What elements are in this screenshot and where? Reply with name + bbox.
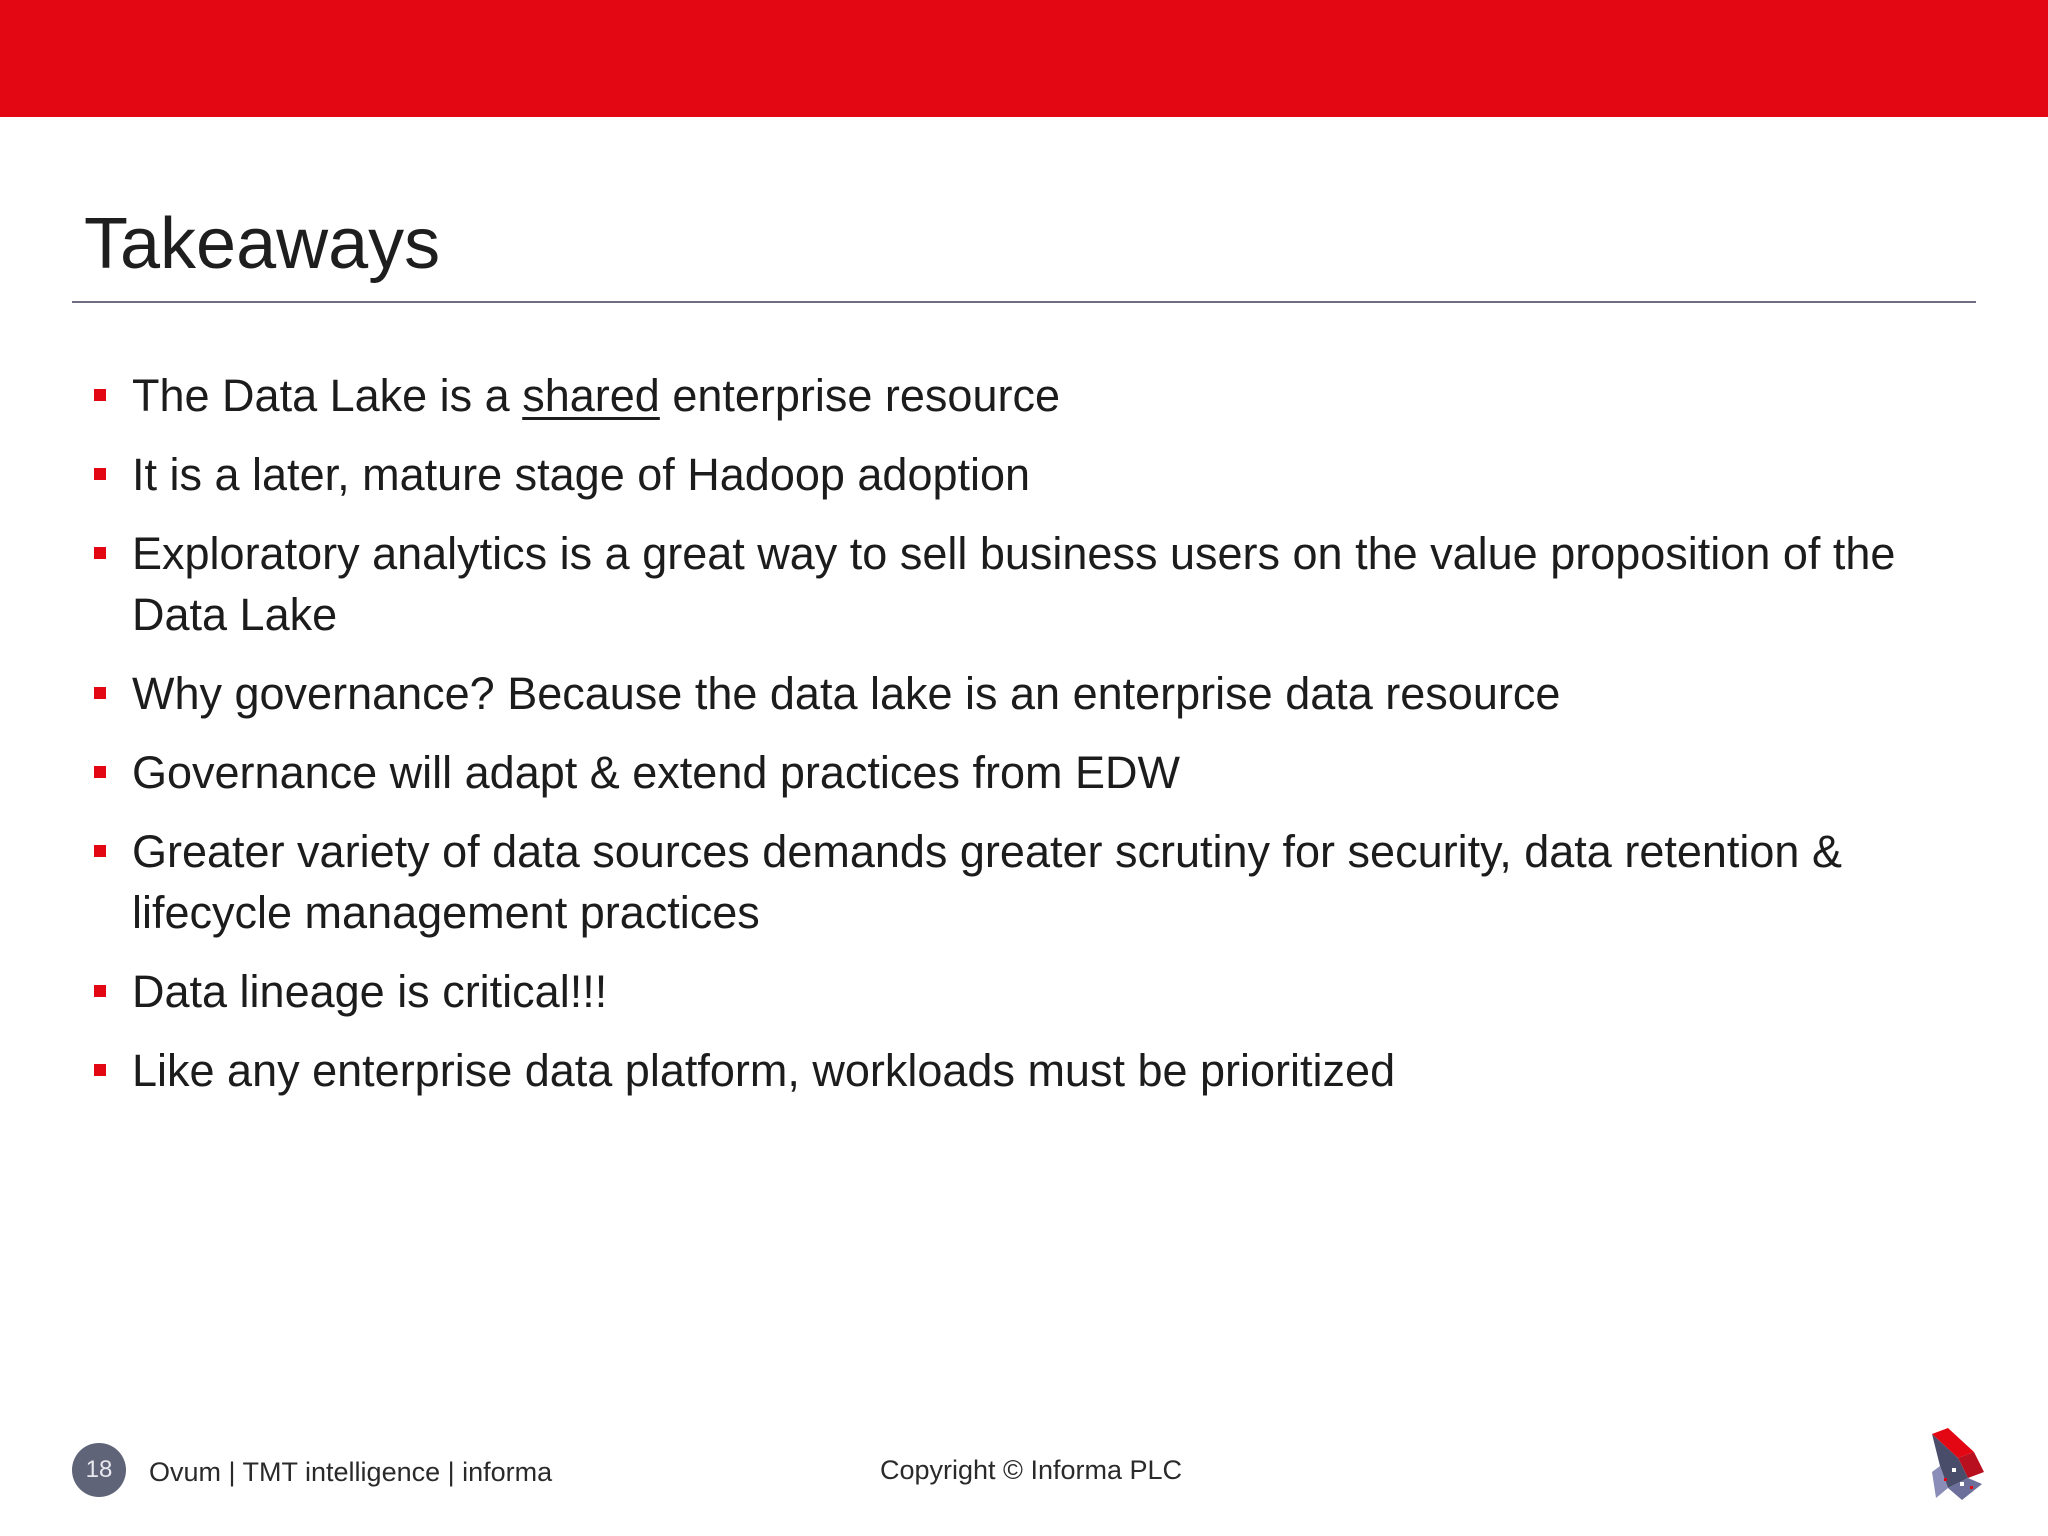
footer-copyright: Copyright © Informa PLC — [880, 1455, 1183, 1485]
bullet-item — [92, 1040, 1972, 1101]
square-bullet-icon — [94, 1064, 106, 1076]
bullet-text: Why governance? Because the data lake is an enterprise data resource — [132, 668, 1561, 719]
bullet-text-end: enterprise resource — [659, 370, 1061, 421]
bullet-item — [92, 961, 1972, 1022]
title-divider — [72, 301, 1976, 303]
bullet-text: Governance will adapt & extend practices from EDW — [132, 747, 1180, 798]
square-bullet-icon — [94, 547, 106, 559]
header-red-bar — [0, 0, 2048, 117]
bullet-text: Like any enterprise data platform, workloads must be prioritized — [132, 1045, 1396, 1096]
page-number-badge: 18 — [72, 1443, 126, 1497]
bullet-item — [92, 663, 1972, 724]
bullet-text: It is a later, mature stage of Hadoop adoption — [132, 449, 1031, 500]
square-bullet-icon — [94, 687, 106, 699]
bullet-item — [92, 444, 1972, 505]
square-bullet-icon — [94, 845, 106, 857]
bullet-item — [92, 365, 1972, 426]
bullet-item — [92, 742, 1972, 803]
slide-title: Takeaways — [84, 204, 441, 284]
square-bullet-icon — [94, 985, 106, 997]
footer-brand: Ovum | TMT intelligence | informa — [149, 1457, 553, 1487]
square-bullet-icon — [94, 766, 106, 778]
square-bullet-icon — [94, 468, 106, 480]
informa-logo-icon — [1928, 1428, 1988, 1504]
bullet-text-start: The Data Lake is a — [132, 370, 523, 421]
bullet-text-underlined: shared — [522, 370, 660, 421]
square-bullet-icon — [94, 389, 106, 401]
bullet-list — [92, 365, 1972, 1119]
bullet-text: Data lineage is critical!!! — [132, 966, 608, 1017]
bullet-item — [92, 821, 1972, 943]
bullet-item — [92, 523, 1972, 645]
bullet-text: Greater variety of data sources demands greater scrutiny for security, data retention & lifecycle management practices — [132, 826, 1842, 938]
bullet-text: Exploratory analytics is a great way to sell business users on the value proposition of the Data Lake — [132, 528, 1896, 640]
